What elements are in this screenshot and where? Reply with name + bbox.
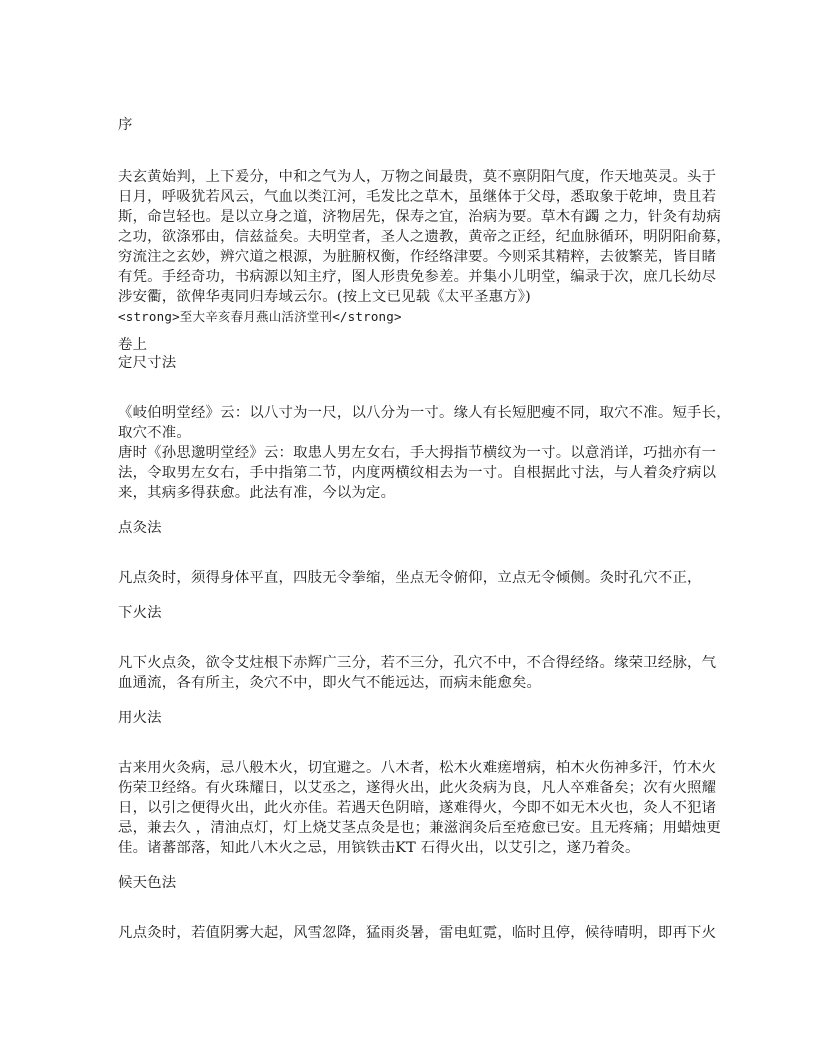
section-line: 血通流，各有所主，灸穴不中，即火气不能远达，而病未能愈矣。 [118, 675, 542, 691]
section-line: 《岐伯明堂经》云：以八寸为一尺，以八分为一寸。缘人有长短肥瘦不同，取穴不准。短手长， [118, 405, 731, 421]
preface-line: 涉安衢，欲俾华夷同归寿域云尔。(按上文已见载《太平圣惠方》) [118, 289, 531, 305]
section-line: 凡点灸时，若值阴雾大起，风雪忽降，猛雨炎暑，雷电虹霓，临时且停，候待晴明，即再下火 [118, 925, 717, 941]
preface-line: 穷流注之玄妙，辨穴道之根源，为脏腑权衡，作经络津要。今则采其精粹，去彼繁芜，皆目睹 [118, 249, 717, 265]
section-heading-hou-tian-se: 候天色法 [118, 875, 177, 891]
section-heading-dian-jiu: 点灸法 [118, 520, 162, 536]
preface-line: 有凭。手经奇功，书病源以知主疗，图人形贵免参差。并集小儿明堂，编录于次，庶几长幼尽 [118, 269, 717, 285]
section-line: 取穴不准。 [118, 425, 191, 441]
preface-line: 夫玄黄始判，上下爰分，中和之气为人，万物之间最贵，莫不禀阴阳气度，作天地英灵。头于 [118, 169, 717, 185]
section-line: 伤荣卫经络。有火珠耀日，以艾丞之，遂得火出，此火灸病为良，凡人卒难备矣；次有火照耀 [118, 780, 717, 796]
section-line: 凡点灸时，须得身体平直，四肢无令拳缩，坐点无令俯仰，立点无令倾侧。灸时孔穴不正， [118, 570, 702, 586]
section-line: 法，令取男左女右，手中指第二节，内度两横纹相去为一寸。自根据此寸法，与人着灸疗病以 [118, 465, 717, 481]
section-line: 凡下火点灸，欲令艾炷根下赤辉广三分，若不三分，孔穴不中，不合得经络。缘荣卫经脉，气 [118, 655, 717, 671]
preface-line: 日月，呼吸犹若风云，气血以类江河，毛发比之草木，虽继体于父母，悉取象于乾坤，贵且若 [118, 189, 717, 205]
section-heading-yong-huo: 用火法 [118, 710, 162, 726]
preface-heading: 序 [118, 117, 133, 133]
section-line: 来，其病多得获愈。此法有准，今以为定。 [118, 485, 396, 501]
section-line: 佳。诸蕃部落，知此八木火之忌，用镔铁击KT 石得火出，以艾引之，遂乃着灸。 [118, 840, 640, 856]
section-line: 忌，兼去久 ，清油点灯，灯上烧艾茎点灸是也；兼滋润灸后至疮愈已安。且无疼痛；用蜡烛更 [118, 820, 721, 836]
document-page [118, 0, 731, 1056]
preface-line: 之功，欲涤邪由，信兹益矣。夫明堂者，圣人之遗教，黄帝之正经，纪血脉循环，明阴阳俞募， [118, 229, 731, 245]
volume-heading: 卷上 [118, 337, 148, 353]
section-line: 日，以引之便得火出，此火亦佳。若遇天色阴暗，遂难得火，今即不如无木火也，灸人不犯诸 [118, 800, 717, 816]
section-line: 古来用火灸病，忌八般木火，切宜避之。八木者，松木火难瘥增病，柏木火伤神多汗，竹木火 [118, 760, 717, 776]
section-heading-xia-huo: 下火法 [118, 605, 162, 621]
section-heading-ding-chi-cun: 定尺寸法 [118, 355, 177, 371]
section-line: 唐时《孙思邈明堂经》云：取患人男左女右，手大拇指节横纹为一寸。以意消详，巧拙亦有一 [118, 445, 717, 461]
preface-line: 斯，命岂轻也。是以立身之道，济物居先，保寿之宜，治病为要。草木有蠲 之力，针灸有劫病 [118, 209, 721, 225]
preface-signature: <strong>至大辛亥春月燕山活济堂刊</strong> [118, 309, 402, 324]
